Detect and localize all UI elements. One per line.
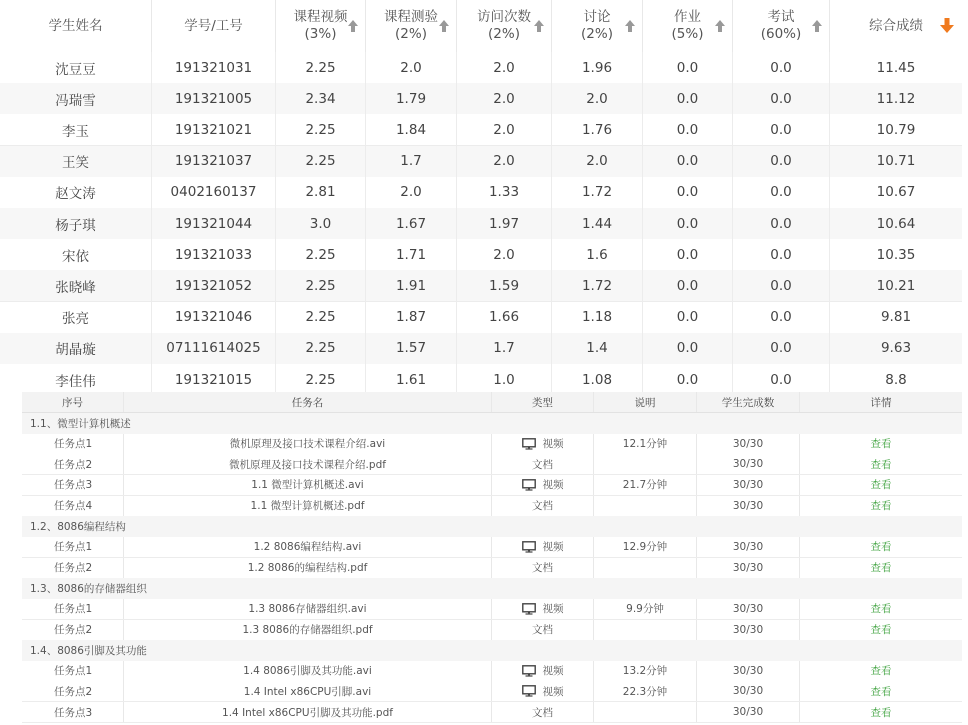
- monitor-icon: [522, 603, 536, 615]
- cell-discussion: 1.72: [552, 270, 643, 301]
- task-name: 1.3 8086的存储器组织.pdf: [124, 620, 492, 640]
- cell-homework: 0.0: [643, 364, 733, 392]
- task-type-label: 文档: [532, 500, 553, 513]
- task-description: [594, 702, 697, 722]
- cell-visit-count: 1.7: [457, 333, 552, 364]
- cell-total-score: 9.81: [880, 309, 912, 326]
- chapter-title: 1.1、微型计算机概述: [30, 418, 131, 430]
- task-completion-count: 30/30: [697, 558, 800, 578]
- task-detail-cell: [800, 681, 962, 701]
- cell-student-id: 191321015: [152, 364, 276, 392]
- cell-student-name: 李佳伟: [0, 364, 152, 392]
- monitor-icon: [522, 541, 536, 553]
- cell-course-quiz: 1.71: [366, 239, 457, 270]
- cell-exam: 0.0: [733, 52, 830, 83]
- task-number: 任务点3: [22, 702, 124, 722]
- task-row: [22, 599, 962, 620]
- task-name: 微机原理及接口技术课程介绍.avi: [124, 434, 492, 454]
- task-completion-count: 30/30: [697, 620, 800, 640]
- view-details-link[interactable]: 查看: [870, 706, 892, 719]
- task-number: 任务点2: [22, 681, 124, 701]
- task-name: 1.1 微型计算机概述.pdf: [124, 496, 492, 516]
- cell-discussion: 1.44: [552, 208, 643, 239]
- sort-up-arrow-icon[interactable]: [439, 20, 449, 32]
- task-type-content: [522, 684, 564, 699]
- task-row: [22, 681, 962, 702]
- cell-homework: 0.0: [643, 208, 733, 239]
- task-type-content: [532, 498, 553, 513]
- grade-row: [0, 302, 962, 334]
- task-row: [22, 661, 962, 682]
- cell-course-video: 2.25: [276, 364, 366, 392]
- cell-student-id: 191321005: [152, 83, 276, 114]
- task-name: 1.1 微型计算机概述.avi: [124, 475, 492, 495]
- task-completion-count: 30/30: [697, 599, 800, 619]
- cell-student-name: 李玉: [0, 114, 152, 145]
- task-number: 任务点1: [22, 599, 124, 619]
- sort-up-arrow-icon[interactable]: [625, 20, 635, 32]
- view-details-link[interactable]: 查看: [870, 665, 892, 678]
- task-description: [594, 620, 697, 640]
- cell-total-score: 10.67: [876, 184, 916, 201]
- task-type-content: [522, 539, 564, 554]
- cell-student-id: 191321031: [152, 52, 276, 83]
- cell-visit-count: 2.0: [457, 114, 552, 145]
- header-label: [581, 9, 613, 43]
- cell-course-video: 2.25: [276, 333, 366, 364]
- sort-up-arrow-icon[interactable]: [715, 20, 725, 32]
- cell-course-video: 2.34: [276, 83, 366, 114]
- header-label-line1: 学生姓名: [48, 17, 103, 34]
- task-description: [594, 496, 697, 516]
- cell-student-name: 王笑: [0, 146, 152, 177]
- task-row: [22, 702, 962, 723]
- cell-total-score: 11.45: [876, 59, 916, 76]
- header-course-quiz[interactable]: [366, 0, 457, 52]
- cell-visit-count: 2.0: [457, 83, 552, 114]
- cell-course-video: 2.25: [276, 114, 366, 145]
- task-completion-count: 30/30: [697, 475, 800, 495]
- header-visit-count[interactable]: [457, 0, 552, 52]
- task-number: 任务点2: [22, 454, 124, 474]
- task-row: [22, 496, 962, 517]
- chapter-title: 1.4、8086引脚及其功能: [30, 645, 147, 658]
- task-description: 12.1分钟: [594, 434, 697, 454]
- header-label: [49, 18, 103, 35]
- task-type: [492, 681, 594, 701]
- header-task-done: 学生完成数: [697, 392, 800, 412]
- task-number: 任务点3: [22, 475, 124, 495]
- chapter-section-row: [22, 413, 962, 435]
- grade-row: [0, 333, 962, 365]
- header-label-line2: (3%): [304, 26, 337, 42]
- header-label: [294, 9, 348, 43]
- task-name: 1.2 8086编程结构.avi: [124, 537, 492, 557]
- task-type: [492, 661, 594, 681]
- cell-total-score: 10.21: [876, 277, 916, 294]
- header-label-line1: 课程视频: [293, 9, 348, 25]
- cell-homework: 0.0: [643, 146, 733, 177]
- task-type-label: 视频: [542, 479, 564, 492]
- grade-table-header: [0, 0, 962, 53]
- grade-row: [0, 208, 962, 240]
- monitor-icon: [522, 479, 536, 491]
- cell-homework: 0.0: [643, 239, 733, 270]
- cell-student-id: 191321037: [152, 146, 276, 177]
- header-label: [477, 9, 531, 43]
- task-type-content: [522, 601, 564, 616]
- task-type: [492, 454, 594, 474]
- cell-homework: 0.0: [643, 52, 733, 83]
- task-row: [22, 620, 962, 641]
- header-label-line2: (2%): [488, 26, 520, 42]
- cell-exam: 0.0: [733, 364, 830, 392]
- cell-exam: 0.0: [733, 239, 830, 270]
- grade-row: [0, 146, 962, 178]
- cell-exam: 0.0: [733, 302, 830, 333]
- header-label-line2: (2%): [581, 26, 613, 42]
- cell-discussion: 1.18: [552, 302, 643, 333]
- monitor-icon: [522, 438, 536, 450]
- task-type: [492, 475, 594, 495]
- task-completion-count: 30/30: [697, 434, 800, 454]
- task-description: 9.9分钟: [594, 599, 697, 619]
- task-row: [22, 475, 962, 496]
- cell-course-video: 2.25: [276, 239, 366, 270]
- view-details-link[interactable]: 查看: [870, 603, 892, 616]
- cell-discussion: 1.76: [552, 114, 643, 145]
- task-type-content: [522, 663, 564, 678]
- cell-exam: 0.0: [733, 114, 830, 145]
- cell-exam: 0.0: [733, 333, 830, 364]
- cell-total-score: 9.63: [880, 340, 912, 357]
- task-description: 21.7分钟: [594, 475, 697, 495]
- cell-student-name: 杨子琪: [0, 208, 152, 239]
- view-details-link[interactable]: 查看: [870, 438, 892, 451]
- task-type: [492, 599, 594, 619]
- chapter-title: 1.2、8086编程结构: [30, 521, 126, 534]
- cell-course-video: 3.0: [276, 208, 366, 239]
- header-discussion[interactable]: [552, 0, 643, 52]
- view-details-link[interactable]: 查看: [870, 624, 892, 636]
- sort-up-arrow-icon[interactable]: [534, 20, 544, 32]
- task-completion-count: 30/30: [697, 681, 800, 701]
- cell-visit-count: 2.0: [457, 52, 552, 83]
- header-label: [672, 9, 704, 43]
- task-detail-cell: [800, 702, 962, 722]
- cell-student-name: 沈豆豆: [0, 52, 152, 83]
- grade-row: [0, 52, 962, 84]
- view-details-link[interactable]: 查看: [870, 685, 892, 698]
- cell-homework: 0.0: [643, 177, 733, 208]
- task-row: [22, 454, 962, 475]
- header-task-name: 任务名: [124, 392, 492, 412]
- cell-discussion: 2.0: [552, 83, 643, 114]
- cell-student-id: 191321033: [152, 239, 276, 270]
- header-label-line1: 综合成绩: [869, 17, 923, 34]
- cell-student-id: 191321044: [152, 208, 276, 239]
- cell-discussion: 1.08: [552, 364, 643, 392]
- cell-course-video: 2.25: [276, 52, 366, 83]
- header-label-line1: 考试: [767, 9, 795, 25]
- chapter-title: 1.3、8086的存储器组织: [30, 583, 147, 596]
- task-type-label: 视频: [542, 603, 564, 616]
- cell-course-quiz: 1.57: [366, 333, 457, 364]
- task-type-content: [532, 705, 553, 720]
- grade-row: [0, 239, 962, 271]
- task-row: [22, 434, 962, 455]
- task-completion-count: 30/30: [697, 454, 800, 474]
- cell-total-score: 10.71: [876, 153, 916, 170]
- task-name: 1.3 8086存储器组织.avi: [124, 599, 492, 619]
- task-type: [492, 620, 594, 640]
- sort-down-arrow-icon[interactable]: [940, 18, 950, 30]
- task-detail-cell: [800, 434, 962, 454]
- task-detail-cell: [800, 475, 962, 495]
- cell-total-score: 8.8: [885, 371, 907, 388]
- task-name: 微机原理及接口技术课程介绍.pdf: [124, 454, 492, 474]
- view-details-link[interactable]: 查看: [870, 479, 892, 492]
- chapter-section-row: [22, 640, 962, 662]
- cell-course-quiz: 1.67: [366, 208, 457, 239]
- cell-visit-count: 1.59: [457, 270, 552, 301]
- task-table: [22, 392, 962, 725]
- cell-visit-count: 2.0: [457, 239, 552, 270]
- task-description: 12.9分钟: [594, 537, 697, 557]
- cell-total-score: 10.35: [876, 246, 916, 263]
- cell-visit-count: 1.33: [457, 177, 552, 208]
- task-type-label: 视频: [542, 438, 564, 451]
- cell-discussion: 2.0: [552, 146, 643, 177]
- header-task-detail: 详情: [870, 396, 892, 409]
- cell-course-quiz: 1.84: [366, 114, 457, 145]
- cell-homework: 0.0: [643, 302, 733, 333]
- task-detail-cell: [800, 599, 962, 619]
- header-student-id: [152, 0, 276, 52]
- cell-course-quiz: 1.91: [366, 270, 457, 301]
- cell-exam: 0.0: [733, 83, 830, 114]
- task-type-content: [522, 436, 564, 451]
- header-course-video[interactable]: [276, 0, 366, 52]
- cell-exam: 0.0: [733, 208, 830, 239]
- header-exam[interactable]: [733, 0, 830, 52]
- task-name: 1.4 Intel x86CPU引脚及其功能.pdf: [124, 702, 492, 722]
- cell-discussion: 1.72: [552, 177, 643, 208]
- cell-course-quiz: 2.0: [366, 52, 457, 83]
- cell-course-quiz: 1.87: [366, 302, 457, 333]
- task-type-content: [532, 457, 553, 472]
- header-task-no: 序号: [22, 392, 124, 412]
- header-label-line1: 作业: [673, 9, 701, 25]
- task-number: 任务点2: [22, 620, 124, 640]
- cell-course-video: 2.25: [276, 146, 366, 177]
- cell-course-quiz: 1.61: [366, 364, 457, 392]
- header-label-line1: 讨论: [583, 9, 611, 25]
- cell-student-id: 191321046: [152, 302, 276, 333]
- header-label-line1: 学号/工号: [184, 17, 243, 34]
- cell-visit-count: 1.0: [457, 364, 552, 392]
- chapter-section-row: [22, 578, 962, 600]
- task-type-label: 文档: [532, 624, 553, 636]
- header-label-line1: 课程测验: [384, 9, 438, 25]
- cell-visit-count: 2.0: [457, 146, 552, 177]
- task-detail-cell: [800, 661, 962, 681]
- cell-discussion: 1.6: [552, 239, 643, 270]
- header-homework[interactable]: [643, 0, 733, 52]
- cell-homework: 0.0: [643, 114, 733, 145]
- header-label-line2: (2%): [395, 26, 427, 42]
- task-number: 任务点1: [22, 661, 124, 681]
- cell-homework: 0.0: [643, 83, 733, 114]
- grade-row: [0, 270, 962, 302]
- task-number: 任务点4: [22, 496, 124, 516]
- task-name: 1.4 8086引脚及其功能.avi: [124, 661, 492, 681]
- task-completion-count: 30/30: [697, 496, 800, 516]
- task-description: 22.3分钟: [594, 681, 697, 701]
- task-detail-cell: [800, 620, 962, 640]
- cell-exam: 0.0: [733, 270, 830, 301]
- grade-row: [0, 83, 962, 115]
- cell-student-name: 宋依: [0, 239, 152, 270]
- task-type: [492, 496, 594, 516]
- cell-course-quiz: 1.7: [366, 146, 457, 177]
- task-type-content: [532, 622, 553, 637]
- cell-homework: 0.0: [643, 333, 733, 364]
- task-type: [492, 558, 594, 578]
- task-detail-cell: [800, 496, 962, 516]
- task-number: 任务点1: [22, 434, 124, 454]
- task-description: [594, 558, 697, 578]
- header-task-type: 类型: [492, 392, 594, 412]
- cell-course-video: 2.25: [276, 302, 366, 333]
- task-number: 任务点1: [22, 537, 124, 557]
- task-type-label: 视频: [542, 541, 564, 554]
- cell-exam: 0.0: [733, 146, 830, 177]
- cell-student-name: 冯瑞雪: [0, 83, 152, 114]
- cell-discussion: 1.4: [552, 333, 643, 364]
- task-description: [594, 454, 697, 474]
- task-number: 任务点2: [22, 558, 124, 578]
- task-type-label: 文档: [532, 458, 553, 471]
- grade-row: [0, 114, 962, 146]
- sort-up-arrow-icon[interactable]: [812, 20, 822, 32]
- cell-discussion: 1.96: [552, 52, 643, 83]
- cell-total-score: 10.64: [876, 215, 916, 232]
- header-total-score[interactable]: [830, 0, 962, 52]
- view-details-link[interactable]: 查看: [870, 458, 892, 471]
- cell-student-name: 胡晶璇: [0, 333, 152, 364]
- cell-student-id: 0402160137: [152, 177, 276, 208]
- task-completion-count: 30/30: [697, 537, 800, 557]
- task-type-label: 视频: [542, 665, 564, 678]
- task-name: 1.4 Intel x86CPU引脚.avi: [124, 681, 492, 701]
- cell-student-id: 191321052: [152, 270, 276, 301]
- sort-up-arrow-icon[interactable]: [348, 20, 358, 32]
- task-type-content: [522, 477, 564, 492]
- cell-student-name: 张晓峰: [0, 270, 152, 301]
- header-task-desc: 说明: [594, 392, 697, 412]
- task-row: [22, 537, 962, 558]
- cell-exam: 0.0: [733, 177, 830, 208]
- header-label: [869, 18, 923, 35]
- cell-course-video: 2.81: [276, 177, 366, 208]
- grade-row: [0, 177, 962, 209]
- header-label: [384, 9, 438, 43]
- cell-homework: 0.0: [643, 270, 733, 301]
- task-type: [492, 537, 594, 557]
- header-student-name: [0, 0, 152, 52]
- header-label: [761, 9, 802, 43]
- view-details-link[interactable]: 查看: [870, 562, 892, 575]
- cell-total-score: 10.79: [876, 121, 916, 138]
- cell-student-name: 张亮: [0, 302, 152, 333]
- task-row: [22, 558, 962, 579]
- header-label-line2: (5%): [671, 26, 704, 42]
- view-details-link[interactable]: 查看: [870, 500, 892, 513]
- task-type: [492, 702, 594, 722]
- task-description: 13.2分钟: [594, 661, 697, 681]
- grade-row: [0, 364, 962, 392]
- task-type-label: 文档: [532, 706, 553, 719]
- task-table-header: [22, 392, 962, 413]
- task-detail-cell: [800, 537, 962, 557]
- monitor-icon: [522, 685, 536, 697]
- task-type-label: 视频: [542, 685, 564, 698]
- task-completion-count: 30/30: [697, 661, 800, 681]
- task-name: 1.2 8086的编程结构.pdf: [124, 558, 492, 578]
- task-type: [492, 434, 594, 454]
- cell-course-quiz: 2.0: [366, 177, 457, 208]
- cell-student-id: 07111614025: [152, 333, 276, 364]
- monitor-icon: [522, 665, 536, 677]
- cell-course-video: 2.25: [276, 270, 366, 301]
- cell-student-id: 191321021: [152, 114, 276, 145]
- cell-visit-count: 1.66: [457, 302, 552, 333]
- task-type-content: [532, 560, 553, 575]
- cell-course-quiz: 1.79: [366, 83, 457, 114]
- task-completion-count: 30/30: [697, 702, 800, 722]
- task-type-label: 文档: [532, 562, 553, 575]
- cell-visit-count: 1.97: [457, 208, 552, 239]
- task-detail-cell: [800, 558, 962, 578]
- cell-student-name: 赵文涛: [0, 177, 152, 208]
- chapter-section-row: [22, 516, 962, 538]
- header-label-line2: (60%): [760, 26, 802, 42]
- view-details-link[interactable]: 查看: [870, 541, 892, 554]
- header-label-line1: 访问次数: [477, 9, 531, 25]
- task-detail-cell: [800, 454, 962, 474]
- cell-total-score: 11.12: [876, 90, 916, 107]
- header-label: [184, 18, 243, 35]
